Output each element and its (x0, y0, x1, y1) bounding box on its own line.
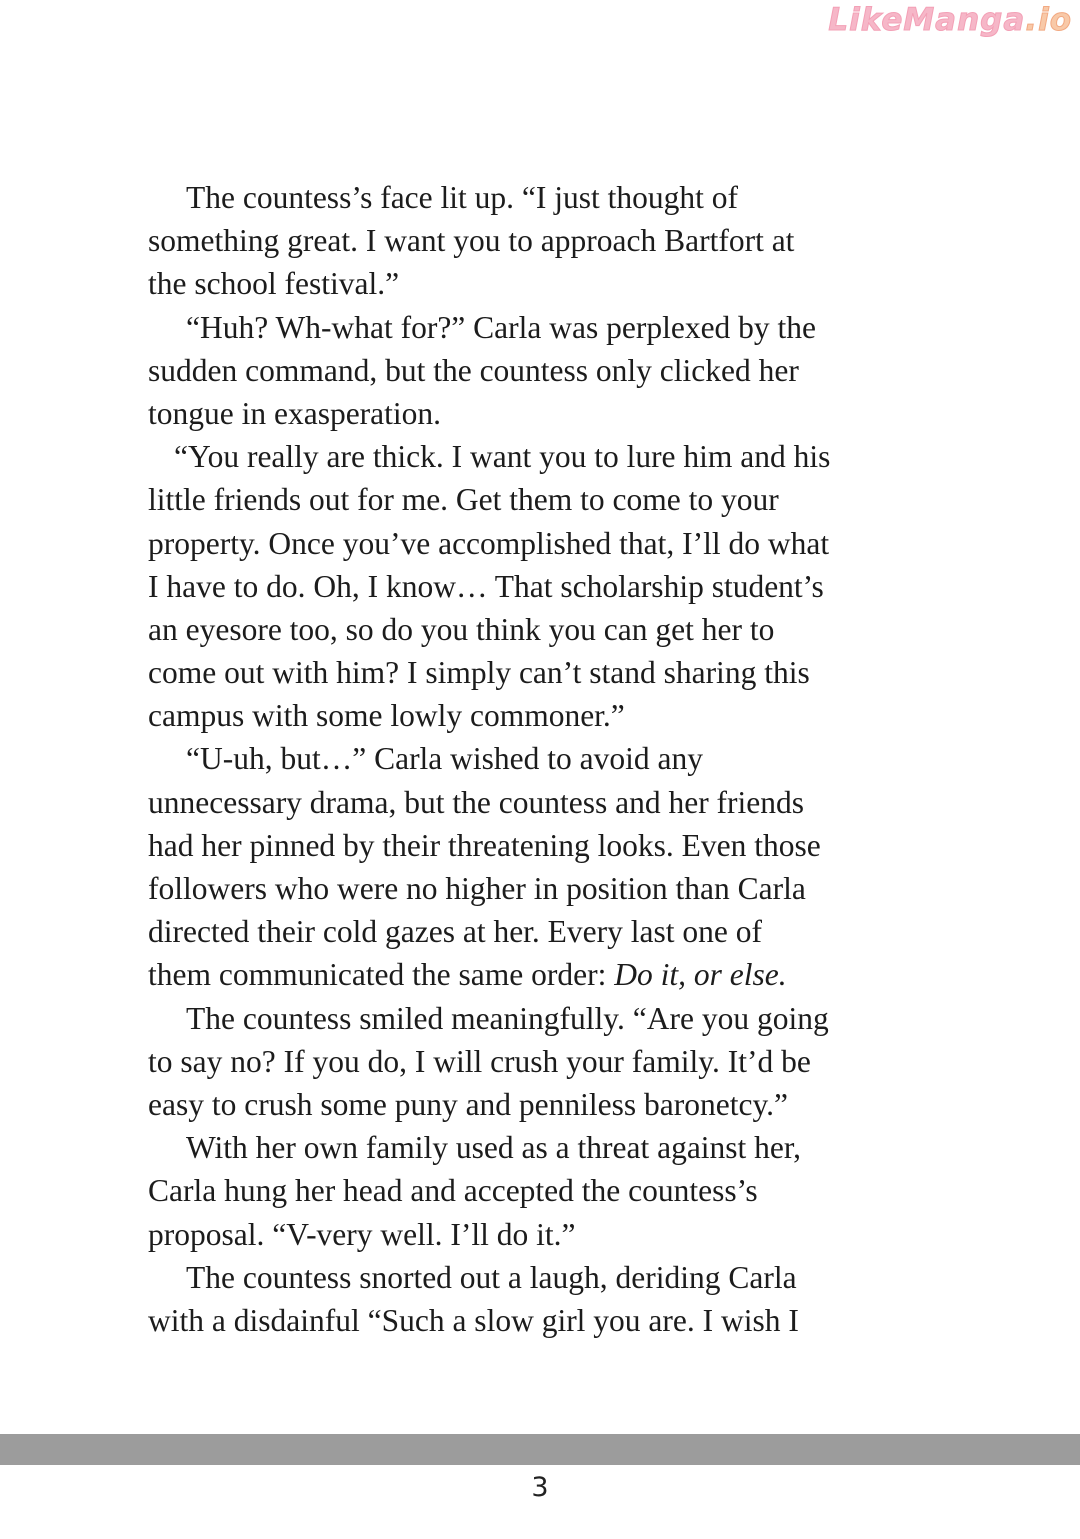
text-line: Carla hung her head and accepted the countess’s (148, 1173, 758, 1209)
text-line: followers who were no higher in position than Carla (148, 871, 806, 906)
text-line: to say no? If you do, I will crush your family. It’d be (148, 1043, 811, 1079)
page-text (148, 176, 918, 1342)
text-line: I have to do. Oh, I know… That scholarship student’s (148, 568, 824, 604)
watermark-logo (828, 2, 1072, 38)
text-line-with-italic (148, 953, 918, 996)
watermark-part-b: .io (1025, 2, 1072, 38)
text-line: sudden command, but the countess only clicked her (148, 352, 799, 388)
text-line: The countess snorted out a laugh, deriding Carla (186, 1259, 797, 1295)
text-line: with a disdainful “Such a slow girl you are. I wish I (148, 1302, 799, 1338)
text-line: something great. I want you to approach Bartfort at (148, 223, 795, 259)
text-line: “Huh? Wh-what for?” Carla was perplexed by the (186, 309, 817, 345)
text-line: campus with some lowly commoner.” (148, 698, 625, 734)
text-line: The countess’s face lit up. “I just thought of (186, 180, 739, 215)
text-line: proposal. “V-very well. I’ll do it.” (148, 1216, 576, 1252)
watermark-part-a: LikeManga (828, 2, 1026, 38)
text-line: tongue in exasperation. (148, 395, 442, 431)
italic-phrase: Do it, or else. (614, 957, 787, 993)
text-line-start: them communicated the same order: (148, 957, 615, 993)
text-line: easy to crush some puny and penniless baronetcy.” (148, 1086, 789, 1122)
text-line: come out with him? I simply can’t stand sharing this (148, 655, 810, 691)
text-line: had her pinned by their threatening looks. Even those (148, 827, 821, 863)
text-line: The countess smiled meaningfully. “Are you going (186, 1000, 829, 1036)
text-line: With her own family used as a threat against her, (186, 1130, 802, 1166)
footer-bar (0, 1434, 1080, 1465)
text-line: “U-uh, but…” Carla wished to avoid any (186, 741, 703, 777)
text-line: little friends out for me. Get them to come to your (148, 482, 779, 518)
text-line: unnecessary drama, but the countess and her friends (148, 784, 805, 820)
text-line: property. Once you’ve accomplished that, I’ll do what (148, 525, 830, 561)
text-line: “You really are thick. I want you to lure him and his (174, 439, 831, 475)
text-line: an eyesore too, so do you think you can get her to (148, 611, 775, 647)
text-line: directed their cold gazes at her. Every last one of (148, 914, 762, 950)
page-number: 3 (531, 1472, 549, 1503)
text-line: the school festival.” (148, 266, 400, 302)
